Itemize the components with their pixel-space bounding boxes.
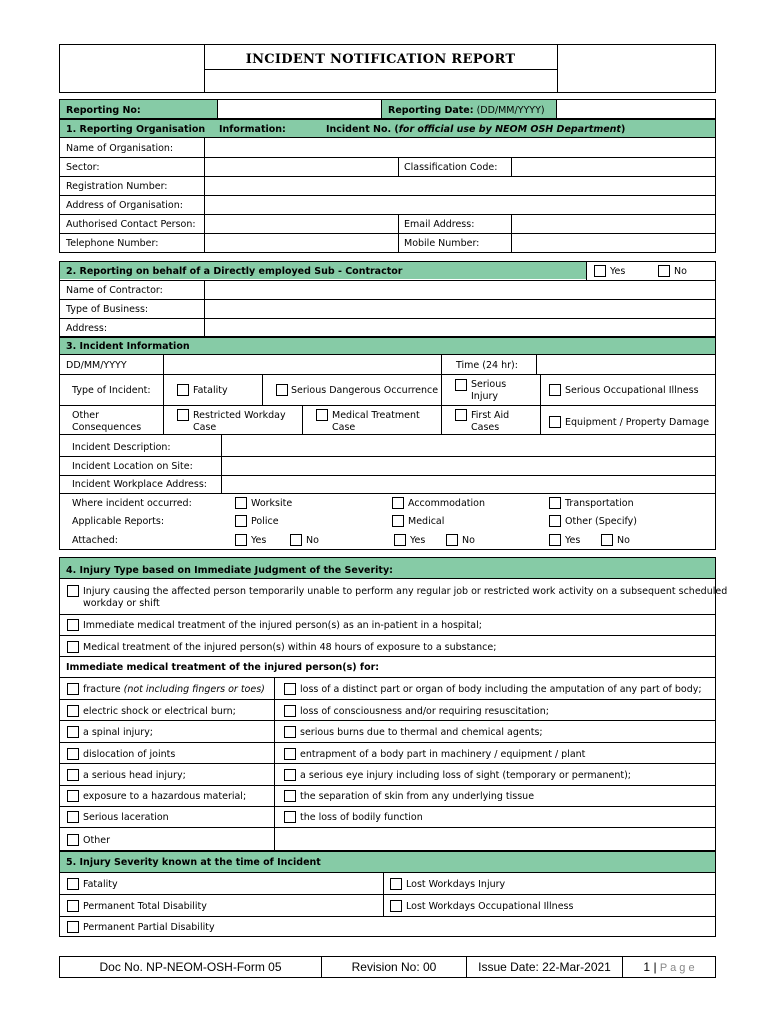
incident-time-label: Time (24 hr): [456, 360, 518, 371]
medical-treatment-checkbox[interactable] [316, 409, 328, 421]
org-name-field[interactable] [205, 138, 715, 157]
sdo-checkbox[interactable] [276, 384, 288, 396]
medical-attached-yes-checkbox[interactable] [394, 534, 406, 546]
first-aid-label: First Aid Cases [471, 410, 510, 433]
severity-fatality-label: Fatality [83, 879, 118, 890]
severity-fatality-checkbox[interactable] [67, 878, 79, 890]
contractor-address-label: Address: [66, 323, 108, 334]
medical-treatment-label: Medical Treatment Case [332, 410, 420, 433]
attached-label: Attached: [72, 535, 118, 546]
worksite-checkbox[interactable] [235, 497, 247, 509]
incident-type-label: Type of Incident: [72, 385, 151, 396]
temporary-unable-checkbox[interactable] [67, 585, 79, 597]
serious-burns-label: serious burns due to thermal and chemical agents; [300, 727, 543, 738]
fatality-label: Fatality [193, 385, 228, 396]
equipment-damage-checkbox[interactable] [549, 416, 561, 428]
electric-shock-checkbox[interactable] [67, 705, 79, 717]
incident-location-label: Incident Location on Site: [72, 461, 193, 472]
fracture-checkbox[interactable] [67, 683, 79, 695]
telephone-label: Telephone Number: [66, 238, 159, 249]
substance-exposure-checkbox[interactable] [67, 641, 79, 653]
ppd-label: Permanent Partial Disability [83, 922, 215, 933]
amputation-label: loss of a distinct part or organ of body including the amputation of any part of body; [300, 684, 702, 695]
incident-date-label: DD/MM/YYYY [66, 360, 127, 371]
reporting-date-label: Reporting Date: [388, 105, 474, 116]
subcontractor-yes-checkbox[interactable] [594, 265, 606, 277]
contact-label: Authorised Contact Person: [66, 219, 196, 230]
registration-label: Registration Number: [66, 181, 168, 192]
sector-label: Sector: [66, 162, 100, 173]
equipment-damage-label: Equipment / Property Damage [565, 417, 710, 428]
other-injury-label: Other [83, 835, 110, 846]
accommodation-checkbox[interactable] [392, 497, 404, 509]
other-specify-checkbox[interactable] [549, 515, 561, 527]
spinal-injury-checkbox[interactable] [67, 726, 79, 738]
temporary-unable-label-2: workday or shift [83, 598, 160, 609]
email-field[interactable] [512, 215, 715, 233]
other-attached-yes-label: Yes [565, 535, 581, 546]
applicable-reports-label: Applicable Reports: [72, 516, 165, 527]
reporting-date-field[interactable] [557, 100, 715, 118]
soi-checkbox[interactable] [549, 384, 561, 396]
contractor-name-field[interactable] [205, 281, 715, 299]
ptd-label: Permanent Total Disability [83, 901, 207, 912]
contractor-name-label: Name of Contractor: [66, 285, 163, 296]
eye-injury-checkbox[interactable] [284, 769, 296, 781]
accommodation-label: Accommodation [408, 498, 485, 509]
serious-injury-label: Serious Injury [471, 379, 507, 402]
other-consequences-label: Other Consequences [72, 410, 142, 433]
registration-field[interactable] [205, 177, 715, 195]
medical-checkbox[interactable] [392, 515, 404, 527]
dislocation-label: dislocation of joints [83, 749, 176, 760]
entrapment-checkbox[interactable] [284, 748, 296, 760]
consciousness-label: loss of consciousness and/or requiring resuscitation; [300, 706, 549, 717]
temporary-unable-label-1: Injury causing the affected person temporarily unable to perform any regular job or restricted work activity on a subsequent scheduled [83, 586, 728, 597]
police-attached-yes-checkbox[interactable] [235, 534, 247, 546]
dislocation-checkbox[interactable] [67, 748, 79, 760]
first-aid-checkbox[interactable] [455, 409, 467, 421]
bodily-function-checkbox[interactable] [284, 811, 296, 823]
soi-label: Serious Occupational Illness [565, 385, 699, 396]
page-label: P a g e [659, 962, 695, 974]
spinal-injury-label: a spinal injury; [83, 727, 154, 738]
restricted-workday-checkbox[interactable] [177, 409, 189, 421]
skin-separation-checkbox[interactable] [284, 790, 296, 802]
revision-number: Revision No: 00 [351, 960, 437, 974]
police-attached-yes-label: Yes [251, 535, 267, 546]
police-label: Police [251, 516, 279, 527]
bodily-function-label: the loss of bodily function [300, 812, 423, 823]
workplace-address-field[interactable] [222, 476, 715, 493]
in-patient-label: Immediate medical treatment of the injured person(s) as an in-patient in a hospital; [83, 620, 482, 631]
telephone-field[interactable] [205, 234, 398, 252]
contact-field[interactable] [205, 215, 398, 233]
fracture-label: fracture [83, 684, 124, 695]
police-checkbox[interactable] [235, 515, 247, 527]
other-injury-checkbox[interactable] [67, 834, 79, 846]
police-attached-no-label: No [306, 535, 319, 546]
page-number: 1 [643, 960, 651, 974]
org-address-label: Address of Organisation: [66, 200, 183, 211]
incident-description-field[interactable] [222, 435, 715, 456]
class-code-field[interactable] [512, 158, 715, 176]
lwi-checkbox[interactable] [390, 878, 402, 890]
reporting-no-label: Reporting No: [66, 105, 141, 116]
hazardous-material-label: exposure to a hazardous material; [83, 791, 247, 802]
mobile-field[interactable] [512, 234, 715, 252]
ptd-checkbox[interactable] [67, 900, 79, 912]
eye-injury-label: a serious eye injury including loss of sight (temporary or permanent); [300, 770, 631, 781]
amputation-checkbox[interactable] [284, 683, 296, 695]
head-injury-checkbox[interactable] [67, 769, 79, 781]
police-attached-no-checkbox[interactable] [290, 534, 302, 546]
reporting-date-format: (DD/MM/YYYY) [476, 105, 545, 116]
incident-no-note: for official use by NEOM OSH Department [398, 124, 621, 135]
subcontractor-no-checkbox[interactable] [658, 265, 670, 277]
head-injury-label: a serious head injury; [83, 770, 186, 781]
incident-no-end: ) [620, 124, 626, 135]
laceration-checkbox[interactable] [67, 811, 79, 823]
medical-attached-no-label: No [462, 535, 475, 546]
subcontractor-no-label: No [674, 266, 687, 277]
fracture-note: (not including fingers or toes) [123, 684, 265, 695]
other-attached-yes-checkbox[interactable] [549, 534, 561, 546]
lwi-label: Lost Workdays Injury [406, 879, 506, 890]
section-1-title: 1. Reporting Organisation [66, 124, 206, 135]
issue-date: Issue Date: 22-Mar-2021 [478, 960, 611, 974]
section-2-title: 2. Reporting on behalf of a Directly employed Sub - Contractor [66, 266, 403, 277]
workplace-address-label: Incident Workplace Address: [72, 479, 207, 490]
where-occurred-label: Where incident occurred: [72, 498, 192, 509]
lwoi-label: Lost Workdays Occupational Illness [406, 901, 574, 912]
medical-label: Medical [408, 516, 445, 527]
in-patient-checkbox[interactable] [67, 619, 79, 631]
business-type-label: Type of Business: [66, 304, 149, 315]
worksite-label: Worksite [251, 498, 293, 509]
org-name-label: Name of Organisation: [66, 143, 174, 154]
entrapment-label: entrapment of a body part in machinery / equipment / plant [300, 749, 586, 760]
sector-field[interactable] [205, 158, 398, 176]
mobile-label: Mobile Number: [404, 238, 480, 249]
ppd-checkbox[interactable] [67, 921, 79, 933]
lwoi-checkbox[interactable] [390, 900, 402, 912]
medical-attached-no-checkbox[interactable] [446, 534, 458, 546]
contractor-address-field[interactable] [205, 319, 715, 337]
medical-attached-yes-label: Yes [410, 535, 426, 546]
page-title: INCIDENT NOTIFICATION REPORT [245, 52, 516, 67]
other-specify-label: Other (Specify) [565, 516, 637, 527]
consciousness-checkbox[interactable] [284, 705, 296, 717]
email-label: Email Address: [404, 219, 475, 230]
section-3-title: 3. Incident Information [66, 341, 190, 352]
class-code-label: Classification Code: [404, 162, 498, 173]
org-address-field[interactable] [205, 196, 715, 214]
other-attached-no-label: No [617, 535, 630, 546]
substance-exposure-label: Medical treatment of the injured person(s) within 48 hours of exposure to a substance; [83, 642, 497, 653]
laceration-label: Serious laceration [83, 812, 169, 823]
incident-date-field[interactable] [164, 355, 441, 374]
immediate-treatment-heading: Immediate medical treatment of the injured person(s) for: [66, 662, 380, 673]
fatality-checkbox[interactable] [177, 384, 189, 396]
other-attached-no-checkbox[interactable] [601, 534, 613, 546]
sdo-label: Serious Dangerous Occurrence [291, 385, 439, 396]
incident-time-field[interactable] [537, 355, 715, 374]
transportation-checkbox[interactable] [549, 497, 561, 509]
doc-number: Doc No. NP-NEOM-OSH-Form 05 [99, 960, 282, 974]
incident-no-label: Incident No. ( [326, 124, 399, 135]
serious-burns-checkbox[interactable] [284, 726, 296, 738]
section-4-title: 4. Injury Type based on Immediate Judgment of the Severity: [66, 565, 393, 576]
electric-shock-label: electric shock or electrical burn; [83, 706, 236, 717]
section-1-info: Information: [219, 124, 286, 135]
skin-separation-label: the separation of skin from any underlying tissue [300, 791, 535, 802]
section-5-title: 5. Injury Severity known at the time of Incident [66, 857, 321, 868]
restricted-workday-label: Restricted Workday Case [193, 410, 286, 433]
incident-description-label: Incident Description: [72, 442, 171, 453]
transportation-label: Transportation [565, 498, 634, 509]
subcontractor-yes-label: Yes [610, 266, 626, 277]
serious-injury-checkbox[interactable] [455, 379, 467, 391]
reporting-no-field[interactable] [218, 100, 381, 118]
hazardous-material-checkbox[interactable] [67, 790, 79, 802]
business-type-field[interactable] [205, 300, 715, 318]
incident-location-field[interactable] [222, 457, 715, 475]
